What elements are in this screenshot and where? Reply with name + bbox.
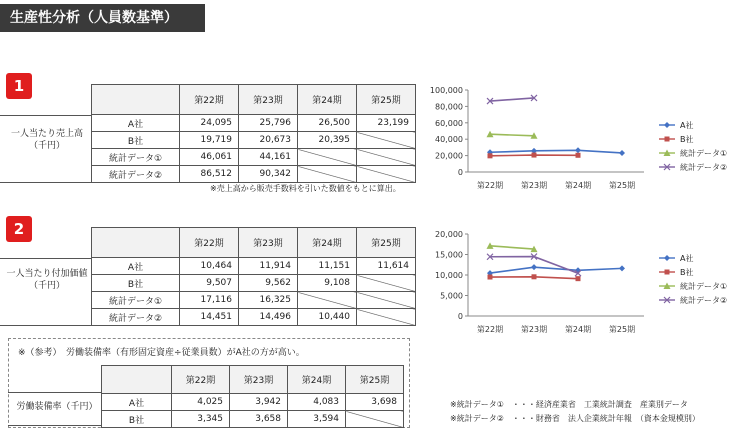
- legend-swatch: [658, 296, 676, 304]
- legend-label: 統計データ②: [680, 162, 728, 172]
- y-tick-label: 80,000: [435, 102, 463, 112]
- x-tick-label: 第24期: [564, 181, 592, 190]
- y-tick-label: 15,000: [435, 250, 463, 260]
- table-cell: 19,719: [180, 132, 239, 149]
- row-name: B社: [102, 411, 172, 428]
- y-tick-label: 10,000: [435, 271, 463, 280]
- corner-cell: [92, 85, 180, 115]
- series-line: [490, 134, 534, 136]
- table-cell: 24,095: [180, 115, 239, 132]
- table-cell: 9,562: [239, 275, 298, 292]
- empty-cell: [298, 149, 357, 166]
- y-tick-label: 0: [457, 312, 463, 321]
- legend-swatch: [658, 135, 676, 143]
- column-header: 第23期: [239, 85, 298, 115]
- legend-item: [658, 160, 727, 174]
- series-4: [487, 95, 537, 104]
- row-label-frame: [0, 115, 92, 183]
- legend-item: [658, 265, 727, 279]
- table-cell: 11,614: [357, 258, 416, 275]
- row-name: A社: [92, 115, 180, 132]
- data-point: [619, 265, 625, 271]
- legend-item: [658, 146, 727, 160]
- value-added-per-person-chart: [420, 226, 650, 344]
- y-tick-label: 0: [457, 168, 463, 177]
- section-1-badge: 1: [6, 73, 32, 99]
- empty-cell: [357, 166, 416, 183]
- legend-swatch: [658, 268, 676, 276]
- row-name: A社: [102, 394, 172, 411]
- x-tick-label: 第24期: [564, 325, 592, 334]
- sales-chart-legend: [658, 118, 727, 174]
- table-cell: 4,083: [288, 394, 346, 411]
- table-cell: 86,512: [180, 166, 239, 183]
- series-1: [487, 264, 625, 276]
- table-cell: 14,451: [180, 309, 239, 326]
- legend-label: B社: [680, 134, 694, 144]
- series-line: [490, 267, 622, 273]
- column-header: 第23期: [230, 366, 288, 394]
- row-name: A社: [92, 258, 180, 275]
- series-3: [487, 242, 538, 252]
- x-tick-label: 第22期: [476, 325, 504, 334]
- x-tick-label: 第23期: [520, 181, 548, 190]
- table-cell: 16,325: [239, 292, 298, 309]
- series-line: [490, 246, 534, 249]
- table-cell: 90,342: [239, 166, 298, 183]
- series-line: [490, 150, 622, 153]
- row-label-line2: （千円）: [28, 141, 65, 151]
- footnote-stat-1: ※統計データ① ・・・経済産業省 工業統計調査 産業別データ: [450, 400, 688, 409]
- reference-title: ※（参考） 労働装備率（有形固定資産÷従業員数）がA社の方が高い。: [18, 348, 305, 358]
- x-tick-label: 第23期: [520, 325, 548, 334]
- row-name: 統計データ①: [92, 149, 180, 166]
- row-label-frame: [0, 258, 92, 326]
- row-name: 統計データ①: [92, 292, 180, 309]
- row-label-line1: 一人当たり付加価値: [6, 269, 88, 279]
- column-header: 第22期: [180, 85, 239, 115]
- legend-item: [658, 132, 727, 146]
- sales-per-person-table: [91, 84, 416, 183]
- table-cell: 4,025: [172, 394, 230, 411]
- table-cell: 3,345: [172, 411, 230, 428]
- column-header: 第22期: [180, 228, 239, 258]
- legend-swatch: [658, 254, 676, 262]
- table-cell: 3,658: [230, 411, 288, 428]
- empty-cell: [357, 275, 416, 292]
- data-point: [575, 147, 581, 153]
- series-2: [488, 153, 581, 159]
- legend-marker: [664, 122, 670, 128]
- column-header: 第25期: [357, 228, 416, 258]
- column-header: 第24期: [298, 228, 357, 258]
- x-tick-label: 第25期: [608, 325, 636, 334]
- legend-label: 統計データ①: [680, 148, 728, 158]
- table-cell: 14,496: [239, 309, 298, 326]
- x-tick-label: 第22期: [476, 181, 504, 190]
- row-label-frame: [8, 392, 102, 426]
- empty-cell: [357, 149, 416, 166]
- section-2-badge: 2: [6, 216, 32, 242]
- value-added-per-person-table: [91, 227, 416, 326]
- data-point: [488, 275, 493, 280]
- labor-equipment-ratio-table: [101, 365, 404, 428]
- legend-item: [658, 293, 727, 307]
- legend-label: 統計データ①: [680, 281, 728, 291]
- table-cell: 3,942: [230, 394, 288, 411]
- reference-row-label: 労働装備率（千円）: [16, 402, 98, 412]
- column-header: 第24期: [298, 85, 357, 115]
- table-cell: 46,061: [180, 149, 239, 166]
- row-name: 統計データ②: [92, 309, 180, 326]
- y-tick-label: 20,000: [435, 151, 463, 161]
- legend-label: B社: [680, 267, 694, 277]
- legend-marker: [665, 137, 670, 142]
- legend-item: [658, 118, 727, 132]
- empty-cell: [298, 292, 357, 309]
- legend-label: A社: [680, 253, 694, 263]
- row-name: B社: [92, 275, 180, 292]
- table-cell: 11,151: [298, 258, 357, 275]
- corner-cell: [102, 366, 172, 394]
- empty-cell: [357, 309, 416, 326]
- series-line: [490, 98, 534, 101]
- legend-marker: [664, 255, 670, 261]
- table-cell: 20,395: [298, 132, 357, 149]
- data-point: [531, 264, 537, 270]
- sales-per-person-chart: [420, 82, 650, 200]
- data-point: [619, 150, 625, 156]
- legend-swatch: [658, 163, 676, 171]
- table-cell: 44,161: [239, 149, 298, 166]
- y-tick-label: 100,000: [429, 86, 463, 95]
- table-cell: 9,108: [298, 275, 357, 292]
- empty-cell: [357, 292, 416, 309]
- legend-swatch: [658, 149, 676, 157]
- column-header: 第22期: [172, 366, 230, 394]
- row-label-line1: 一人当たり売上高: [10, 129, 83, 139]
- row-label-line2: （千円）: [28, 281, 65, 291]
- table-cell: 10,440: [298, 309, 357, 326]
- table-cell: 3,698: [346, 394, 404, 411]
- table-cell: 17,116: [180, 292, 239, 309]
- column-header: 第24期: [288, 366, 346, 394]
- data-point: [532, 274, 537, 279]
- y-tick-label: 5,000: [440, 291, 463, 301]
- table-cell: 26,500: [298, 115, 357, 132]
- table-cell: 11,914: [239, 258, 298, 275]
- column-header: 第25期: [357, 85, 416, 115]
- legend-label: A社: [680, 120, 694, 130]
- data-point: [532, 153, 537, 158]
- legend-label: 統計データ②: [680, 295, 728, 305]
- y-tick-label: 60,000: [435, 118, 463, 128]
- legend-item: [658, 279, 727, 293]
- table-cell: 10,464: [180, 258, 239, 275]
- y-tick-label: 40,000: [435, 135, 463, 145]
- corner-cell: [92, 228, 180, 258]
- value-added-chart-legend: [658, 251, 727, 307]
- footnote-stat-2: ※統計データ② ・・・財務省 法人企業統計年報 （資本金規模別）: [450, 414, 700, 423]
- series-3: [487, 131, 538, 139]
- table-cell: 25,796: [239, 115, 298, 132]
- data-point: [576, 276, 581, 281]
- row-name: 統計データ②: [92, 166, 180, 183]
- legend-marker: [665, 270, 670, 275]
- table-cell: 23,199: [357, 115, 416, 132]
- empty-cell: [357, 132, 416, 149]
- table-cell: 9,507: [180, 275, 239, 292]
- sales-note: ※売上高から販売手数料を引いた数値をもとに算出。: [210, 184, 401, 193]
- column-header: 第25期: [346, 366, 404, 394]
- series-2: [488, 274, 581, 281]
- data-point: [576, 153, 581, 158]
- page-title: 生産性分析（人員数基準）: [0, 4, 205, 32]
- empty-cell: [298, 166, 357, 183]
- legend-swatch: [658, 121, 676, 129]
- table-cell: 3,594: [288, 411, 346, 428]
- empty-cell: [346, 411, 404, 428]
- table-cell: 20,673: [239, 132, 298, 149]
- x-tick-label: 第25期: [608, 181, 636, 190]
- data-point: [488, 153, 493, 158]
- row-name: B社: [92, 132, 180, 149]
- y-tick-label: 20,000: [435, 230, 463, 239]
- column-header: 第23期: [239, 228, 298, 258]
- legend-item: [658, 251, 727, 265]
- legend-swatch: [658, 282, 676, 290]
